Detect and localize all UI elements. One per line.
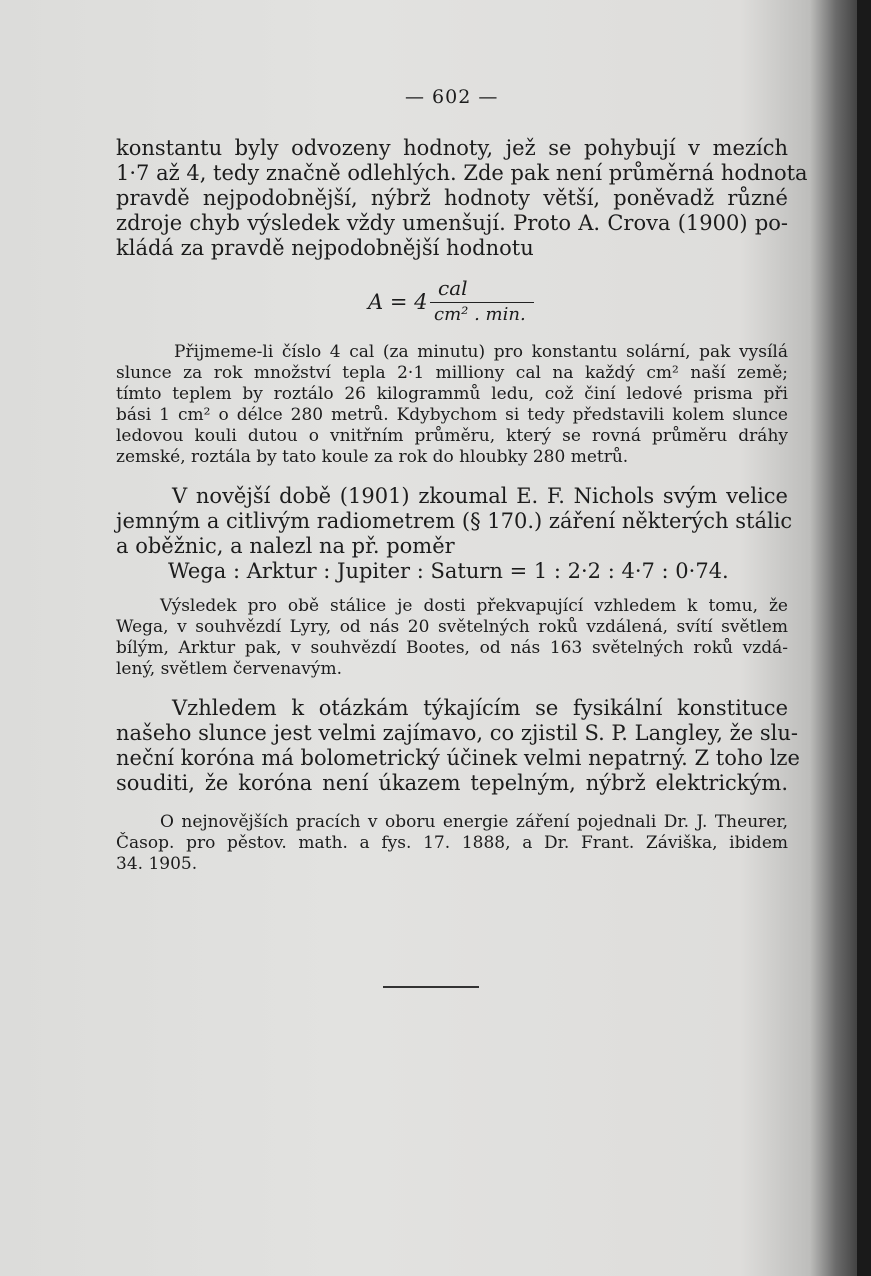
page-number: — 602 —: [405, 86, 499, 108]
text-line: jemným a citlivým radiometrem (§ 170.) záření některých stálic: [116, 509, 793, 533]
text-line: 34. 1905.: [116, 854, 198, 874]
text-line: Výsledek pro obě stálice je dosti překvapující vzhledem k tomu, že: [160, 596, 788, 616]
paragraph-6: [116, 812, 788, 875]
solar-constant-formula: [368, 276, 568, 336]
paragraph-5: [116, 696, 800, 796]
text-line: lený, světlem červenavým.: [116, 659, 343, 679]
text-line: našeho slunce jest velmi zajímavo, co zjistil S. P. Langley, že slu-: [116, 721, 798, 745]
text-line: konstantu byly odvozeny hodnoty, jež se pohybují v mezích: [116, 136, 788, 160]
text-line: zdroje chyb výsledek vždy umenšují. Proto A. Crova (1900) po-: [116, 211, 788, 235]
text-line: tímto teplem by roztálo 26 kilogrammů ledu, což činí ledové prisma při: [116, 384, 788, 404]
text-line: a oběžnic, a nalezl na př. poměr: [116, 534, 455, 558]
text-line: O nejnovějších pracích v oboru energie záření pojednali Dr. J. Theurer,: [160, 812, 788, 832]
text-line: bílým, Arktur pak, v souhvězdí Bootes, od nás 163 světelných roků vzdá-: [116, 638, 788, 658]
text-line: Vzhledem k otázkám týkajícím se fysikální konstituce: [172, 696, 788, 720]
fraction-bar: [430, 302, 534, 303]
text-line: Wega, v souhvězdí Lyry, od nás 20 světelných roků vzdálená, svítí světlem: [116, 617, 788, 637]
text-line: zemské, roztála by tato koule za rok do hloubky 280 metrů.: [116, 447, 629, 467]
text-line: 1·7 až 4, tedy značně odlehlých. Zde pak není průměrná hodnota: [116, 161, 808, 185]
paragraph-2: [116, 342, 788, 468]
text-line: Přijmeme-li číslo 4 cal (za minutu) pro konstantu solární, pak vysílá: [174, 342, 788, 362]
wega-arktur-ratio: Wega : Arktur : Jupiter : Saturn = 1 : 2·2 : 4·7 : 0·74.: [168, 559, 729, 583]
text-line: bási 1 cm² o délce 280 metrů. Kdybychom si tedy představili kolem slunce: [116, 405, 788, 425]
paragraph-3: [116, 484, 793, 584]
formula-numerator: cal: [438, 276, 468, 300]
formula-lhs: A = 4: [368, 290, 428, 314]
text-line: slunce za rok množství tepla 2·1 milliony cal na každý cm² naší země;: [116, 363, 788, 383]
text-line: Časop. pro pěstov. math. a fys. 17. 1888, a Dr. Frant. Záviška, ibidem: [116, 833, 788, 853]
paragraph-4: [116, 596, 788, 680]
text-line: souditi, že koróna není úkazem tepelným, nýbrž elektrickým.: [116, 771, 788, 795]
text-line: V novější době (1901) zkoumal E. F. Nichols svým velice: [172, 484, 788, 508]
formula-denominator: cm² . min.: [434, 304, 526, 325]
text-line: neční koróna má bolometrický účinek velmi nepatrný. Z toho lze: [116, 746, 800, 770]
section-divider: [383, 986, 479, 988]
paragraph-1: [116, 136, 808, 261]
binding-gutter: [857, 0, 871, 1276]
text-line: pravdě nejpodobnější, nýbrž hodnoty větší, poněvadž různé: [116, 186, 788, 210]
text-line: ledovou kouli dutou o vnitřním průměru, který se rovná průměru dráhy: [116, 426, 788, 446]
text-line: kládá za pravdě nejpodobnější hodnotu: [116, 236, 534, 260]
